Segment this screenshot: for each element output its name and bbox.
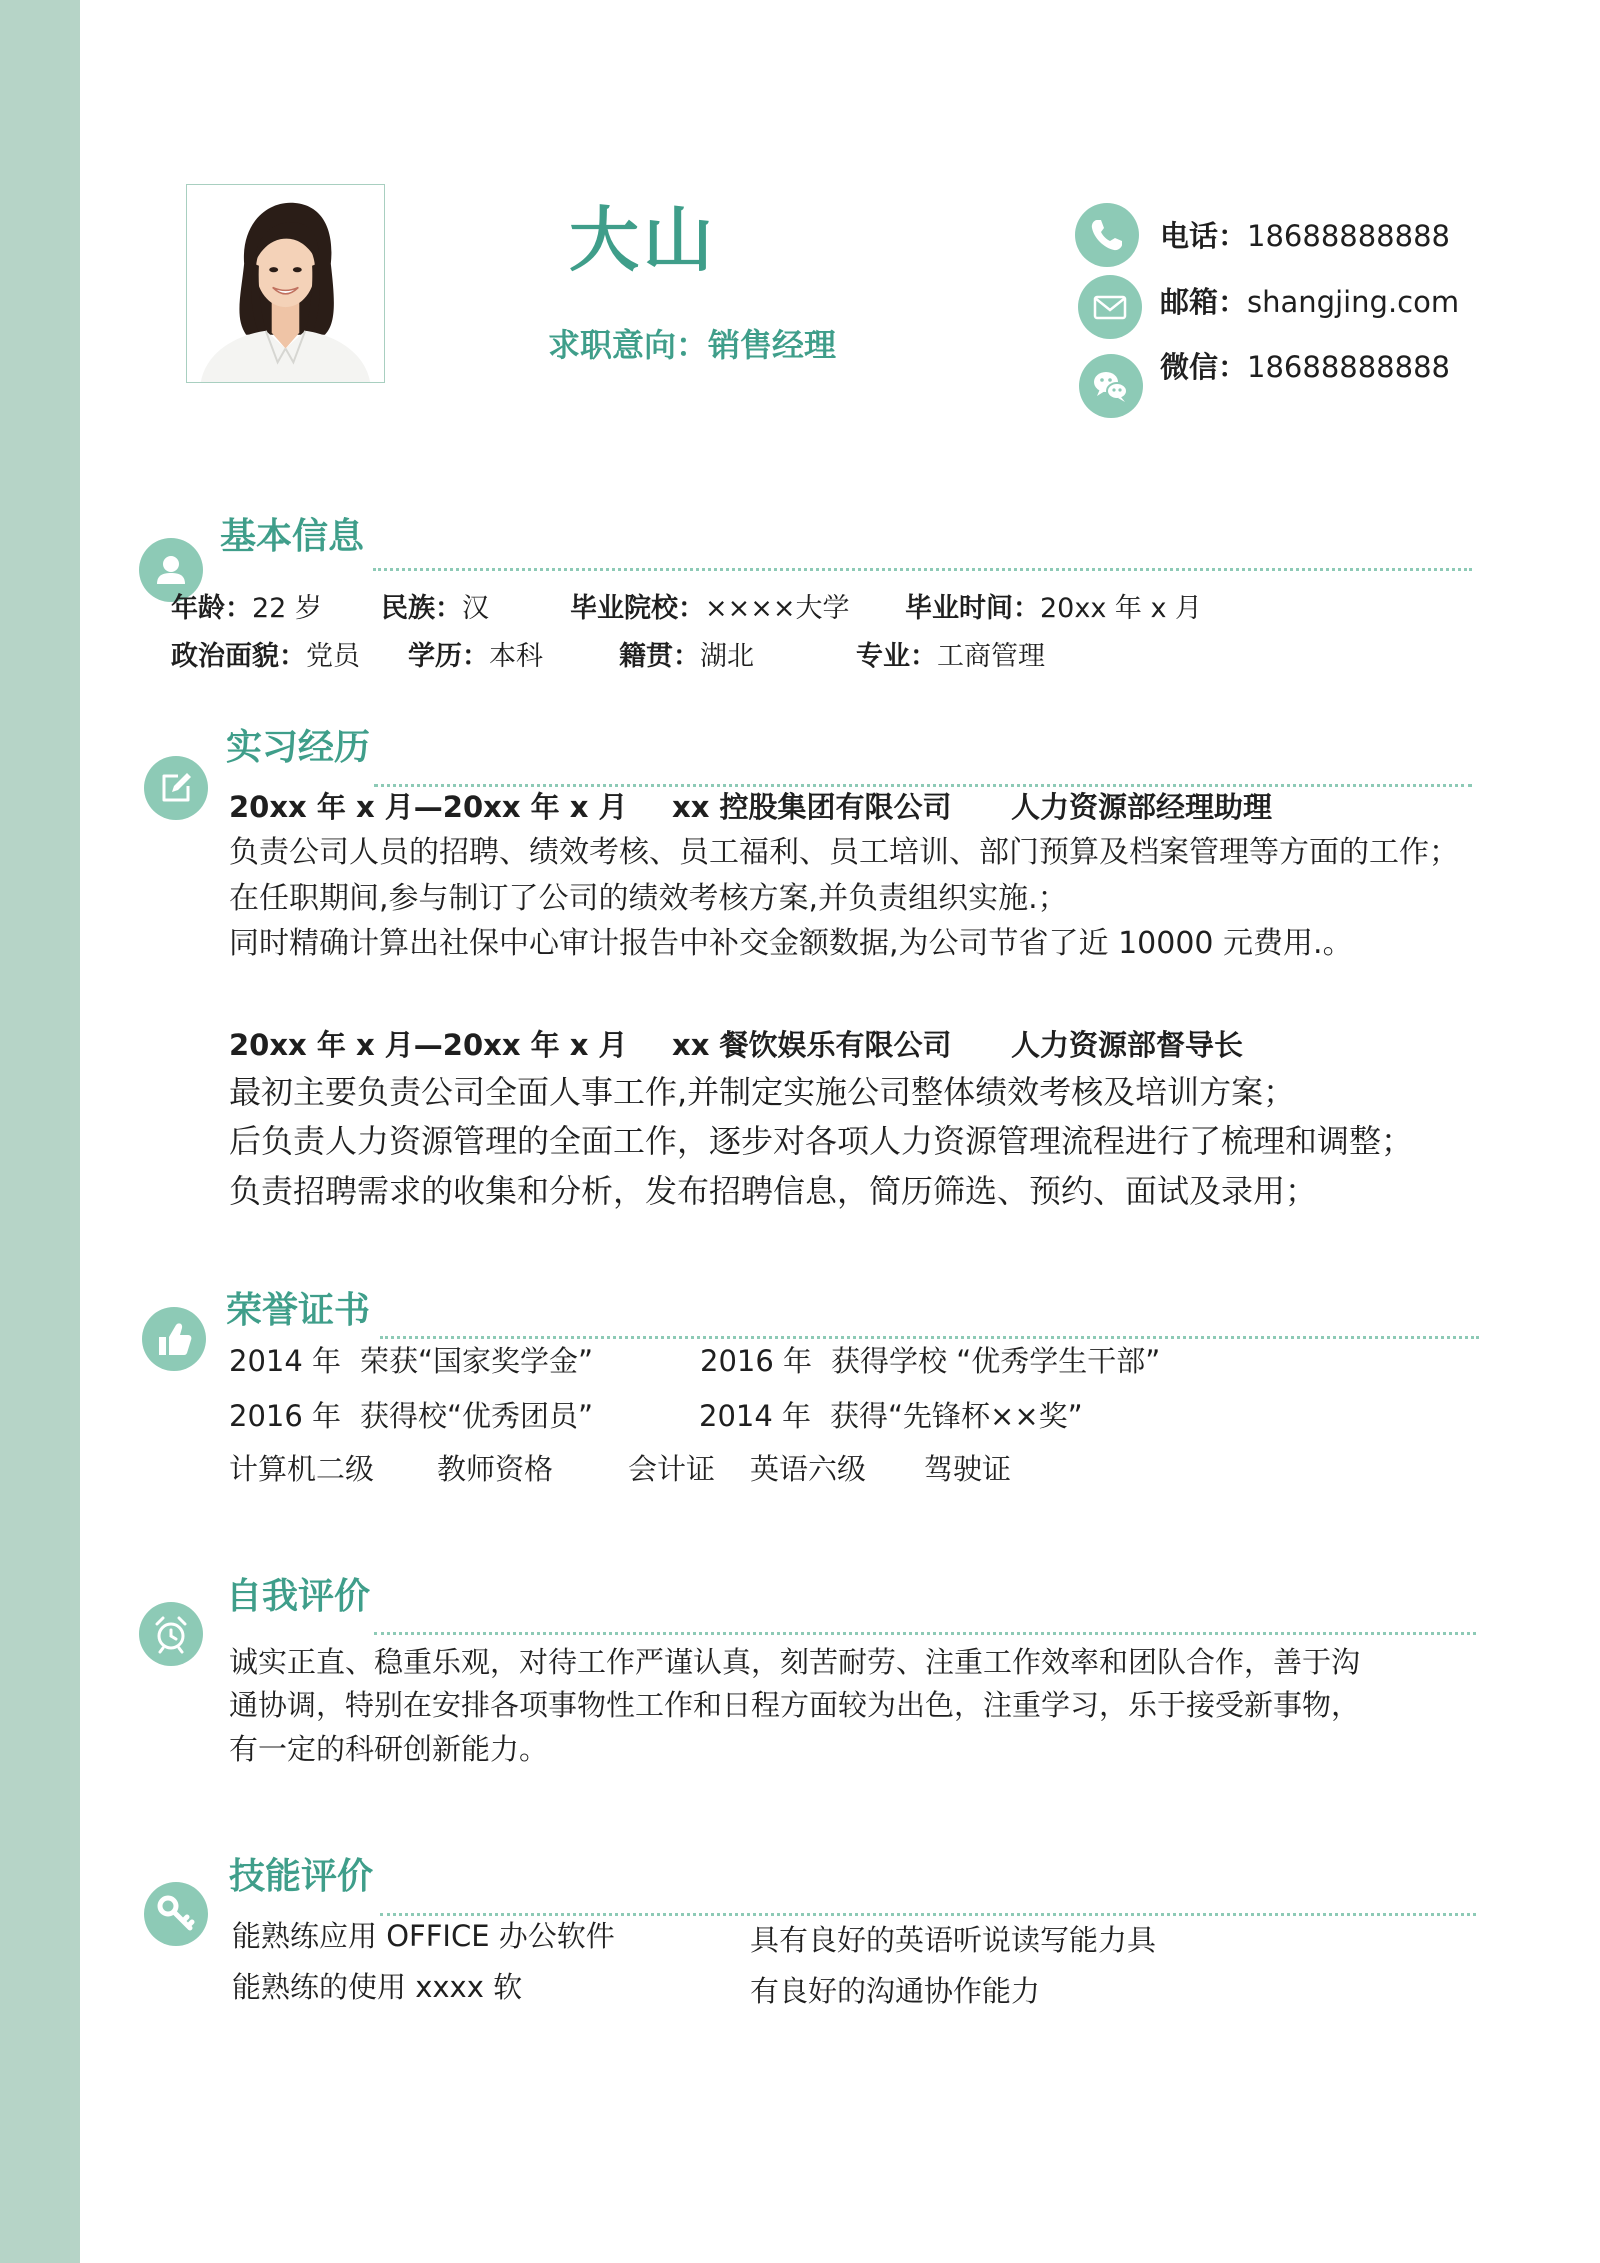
section-title-internship: 实习经历 [226,727,371,768]
section-divider [374,1632,1476,1635]
field-label: 政治面貌： [171,641,306,672]
entry-position: 人力资源部经理助理 [1011,790,1273,824]
field-value: 本科 [489,641,543,672]
section-title-self-evaluation: 自我评价 [226,1576,371,1617]
section-divider [374,784,1472,787]
edit-icon [144,756,208,820]
basic-field-major [856,641,1045,673]
phone-icon [1075,203,1139,267]
contact-wechat [1160,350,1450,385]
basic-field-political-status [171,641,360,673]
skill-item: 能熟练应用 OFFICE 办公软件 [232,1919,615,1953]
mail-icon [1078,275,1142,339]
award-text: 获得“先锋杯××奖” [830,1399,1083,1433]
contact-value: 18688888888 [1247,350,1450,384]
section-title-basic-info: 基本信息 [220,516,365,557]
left-sidebar-bar [0,0,80,2263]
entry-position: 人力资源部督导长 [1011,1028,1244,1062]
entry-period: 20xx 年 x 月—20xx 年 x 月 [229,1028,628,1062]
entry-description-line: 同时精确计算出社保中心审计报告中补交金额数据,为公司节省了近 10000 元费用.。 [229,926,1353,961]
self-evaluation-line: 有一定的科研创新能力。 [229,1732,549,1766]
contact-label: 微信： [1160,350,1248,384]
entry-company: xx 控股集团有限公司 [672,790,952,824]
section-title-honors: 荣誉证书 [226,1290,371,1331]
candidate-name: 大山 [569,199,717,281]
award-item [699,1399,1083,1434]
field-value: 汉 [462,593,489,624]
basic-field-education [408,641,543,673]
self-evaluation-line: 通协调，特别在安排各项事物性工作和日程方面较为出色，注重学习，乐于接受新事物， [229,1688,1361,1722]
key-icon [144,1882,208,1946]
entry-description-line: 负责招聘需求的收集和分析，发布招聘信息，简历筛选、预约、面试及录用； [229,1172,1318,1210]
field-value: 工商管理 [937,641,1045,672]
award-year: 2014 年 [229,1344,342,1378]
section-title-skills: 技能评价 [229,1856,374,1897]
field-label: 年龄： [171,593,252,624]
basic-field-hometown [619,641,754,673]
contact-value: 18688888888 [1247,219,1450,253]
award-text: 获得校“优秀团员” [360,1399,594,1433]
certificate-item: 会计证 [628,1452,716,1486]
entry-description-line: 后负责人力资源管理的全面工作，逐步对各项人力资源管理流程进行了梳理和调整； [229,1122,1414,1160]
award-text: 荣获“国家奖学金” [360,1344,594,1378]
award-year: 2016 年 [229,1399,342,1433]
skill-item: 能熟练的使用 xxxx 软 [232,1970,523,2004]
contact-value: shangjing.com [1247,285,1460,319]
field-value: 党员 [306,641,360,672]
field-label: 民族： [381,593,462,624]
section-divider [373,568,1472,571]
certificate-item: 计算机二级 [229,1452,375,1486]
entry-description-line: 负责公司人员的招聘、绩效考核、员工福利、员工培训、部门预算及档案管理等方面的工作； [229,835,1459,870]
certificate-item: 驾驶证 [924,1452,1012,1486]
job-objective: 求职意向：销售经理 [548,326,837,364]
award-text: 获得学校 “优秀学生干部” [831,1344,1161,1378]
entry-company: xx 餐饮娱乐有限公司 [672,1028,952,1062]
contact-label: 邮箱： [1160,285,1248,319]
field-label: 学历： [408,641,489,672]
section-divider [380,1336,1479,1339]
basic-field-school [570,593,850,625]
contact-email [1160,285,1459,320]
award-year: 2014 年 [699,1399,812,1433]
skill-item: 具有良好的英语听说读写能力具 [750,1923,1157,1957]
certificate-item: 教师资格 [437,1452,554,1486]
field-label: 毕业时间： [905,593,1040,624]
contact-label: 电话： [1160,219,1248,253]
basic-field-ethnicity [381,593,489,625]
certificate-item: 英语六级 [750,1452,867,1486]
field-label: 毕业院校： [570,593,705,624]
field-value: 湖北 [700,641,754,672]
award-year: 2016 年 [700,1344,813,1378]
wechat-icon [1079,354,1143,418]
award-item [229,1399,593,1434]
skill-item: 有良好的沟通协作能力 [750,1974,1041,2008]
entry-description-line: 最初主要负责公司全面人事工作,并制定实施公司整体绩效考核及培训方案； [229,1073,1296,1111]
thumbs-up-icon [142,1307,206,1371]
field-value: ××××大学 [705,593,850,624]
alarm-clock-icon [139,1602,203,1666]
basic-field-age [171,593,322,625]
award-item [700,1344,1160,1379]
field-label: 专业： [856,641,937,672]
entry-description-line: 在任职期间,参与制订了公司的绩效考核方案,并负责组织实施.； [229,881,1068,916]
field-label: 籍贯： [619,641,700,672]
entry-period: 20xx 年 x 月—20xx 年 x 月 [229,790,628,824]
portrait-image [187,185,384,382]
field-value: 20xx 年 x 月 [1040,593,1203,624]
award-item [229,1344,593,1379]
profile-photo [186,184,385,383]
field-value: 22 岁 [252,593,322,624]
section-divider [380,1913,1476,1916]
self-evaluation-line: 诚实正直、稳重乐观，对待工作严谨认真，刻苦耐劳、注重工作效率和团队合作，善于沟 [229,1645,1361,1679]
contact-phone [1160,219,1450,254]
basic-field-graduation-date [905,593,1202,625]
